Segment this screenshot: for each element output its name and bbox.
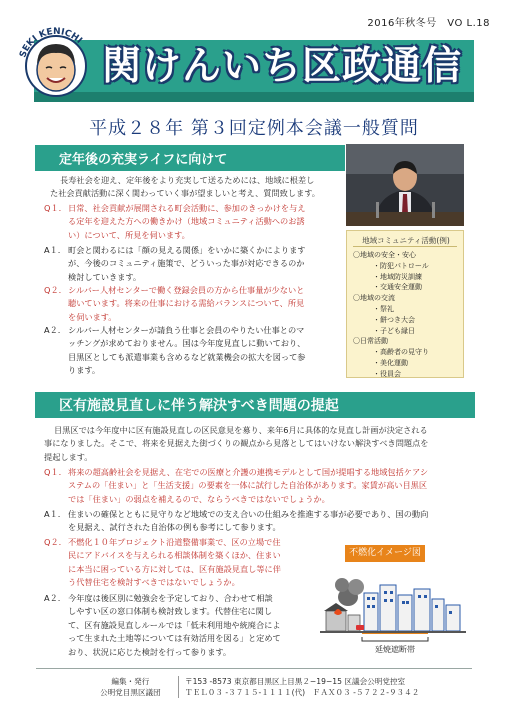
arc-text-path: SEKI KENICHI — [18, 26, 84, 60]
qa-body — [68, 508, 428, 535]
s1-a1 — [44, 244, 344, 284]
box-item: ・子ども縁日 — [373, 326, 415, 335]
qa-label: A２. — [44, 593, 61, 603]
footer-line: ＴＥＬ０３ -３７１５-１１１１(代) ＦＡＸ０３ -５７２２-９３４２ — [185, 688, 420, 697]
s1-q2 — [44, 284, 344, 324]
qa-line: では「住まい」の弱点を補えるので、ならうべきではないでしょうか。 — [68, 493, 330, 504]
masthead-title: 関けんいち区政通信 — [102, 44, 463, 89]
main-title: 平成２８年 第３回定例本会議一般質問 — [89, 118, 419, 139]
qa-line: 聴いています。将来の仕事における需給バランスについて、所見 — [68, 298, 305, 309]
box-item: ・交通安全運動 — [373, 283, 422, 292]
section1-heading-bar — [35, 145, 345, 171]
box-item: 〇地域の交流 — [353, 294, 395, 303]
box-item: ・美化運動 — [373, 358, 408, 367]
qa-label: A１. — [44, 509, 61, 519]
section1-heading: 定年後の充実ライフに向けて — [59, 152, 228, 168]
qa-line: に本当に困っている方に対しては、区有施設見直し等に伴 — [68, 563, 281, 574]
illustration-title: 不燃化イメージ図 — [345, 545, 425, 562]
qa-body — [68, 324, 305, 378]
s1-q1 — [44, 202, 344, 242]
qa-line: シルバー人材センターで働く登録会員の方から仕事量が少ないと — [68, 285, 305, 295]
qa-line: を見据え、試行された自治体の例も参考にして参ります。 — [68, 522, 281, 533]
intro-line: た社会貢献活動に深く関わっていく事が望ましいと考え、質問致します。 — [50, 188, 320, 199]
footer-line: 〒153 -8573 東京都目黒区上目黒２−19−15 区議会公明党控室 — [185, 677, 406, 686]
qa-body — [68, 536, 281, 590]
qa-line: 今年度は後区別に勉強会を予定しており、合わせて相談 — [68, 593, 273, 603]
qa-body — [68, 466, 428, 506]
qa-line: 住まいの確保とともに見守りなど地域での支え合いの仕組みを推進する事が必要であり、国の動向 — [68, 509, 429, 519]
qa-line: を伺います。 — [68, 311, 117, 322]
s2-a2 — [44, 592, 320, 660]
s2-q2 — [44, 536, 320, 590]
qa-label: Q２. — [44, 285, 62, 295]
qa-line: シルバー人材センターが請負う仕事と会員のやりたい仕事とのマ — [68, 325, 305, 335]
qa-line: い）について、所見を伺います。 — [68, 229, 190, 240]
fireproof-city-illustration — [318, 565, 468, 655]
qa-line: う代替住宅を検討すべきではないでしょうか。 — [68, 577, 240, 588]
qa-label: A２. — [44, 325, 61, 335]
qa-label: Q１. — [44, 467, 62, 477]
qa-body — [68, 592, 281, 659]
s2-a1 — [44, 508, 474, 536]
illustration-caption: 延焼遮断帯 — [375, 645, 415, 654]
svg-text:SEKI KENICHI — [18, 27, 83, 59]
box-item: 〇日常活動 — [353, 337, 388, 346]
section2-heading-bar — [35, 392, 475, 418]
intro-line: 事になりました。そこで、将来を見据えた街づくりの観点から見落としてはいけない解決すべき問題点を — [44, 438, 429, 449]
s2-q1 — [44, 466, 474, 506]
qa-line: 町会と関わるには「顔の見える関係」をいかに築くかによります — [68, 245, 306, 255]
qa-line: 日常、社会貢献が展開される町会活動に、参加のきっかけを与え — [68, 203, 306, 213]
qa-line: ります。 — [68, 365, 101, 376]
box-item: ・高齢者の見守り — [373, 348, 429, 357]
qa-line: って生まれた土地等については有効活用を図る」と定めて — [68, 633, 281, 644]
community-activity-list — [353, 250, 429, 380]
box-item: ・地域防災訓練 — [373, 272, 422, 281]
speaker-photo — [346, 144, 464, 226]
qa-line: 将来の超高齢社会を見据え、在宅での医療と介護の連携モデルとして国が提唱する地域包括ケアシ — [68, 467, 429, 477]
masthead — [18, 26, 474, 102]
qa-body — [68, 244, 305, 284]
box-item: ・防犯パトロール — [373, 261, 429, 270]
box-item: 〇地域の安全・安心 — [353, 251, 416, 259]
intro-line: 目黒区では今年度中に区有施設見直しの区民意見を募り、来年6月に具体的な見直し計画が決定される — [54, 425, 428, 435]
qa-line: おり、状況に応じた検討を行って参ります。 — [68, 646, 232, 657]
qa-label: Q２. — [44, 537, 62, 547]
section1-intro — [50, 174, 342, 201]
section2-intro — [44, 424, 472, 464]
qa-line: 民にアドバイスを与えられる相談体制を築くほか、住まい — [68, 550, 281, 561]
qa-line: ステムの「住まい」と「生活支援」の要素を一体に試行した自治体があります。家賃が高い目黒区 — [68, 480, 428, 491]
name-arc-text — [14, 22, 98, 106]
section2-heading: 区有施設見直しに伴う解決すべき問題の提起 — [59, 398, 339, 414]
qa-label: Q１. — [44, 203, 62, 213]
intro-line: 提起します。 — [44, 451, 93, 462]
qa-line: る定年を迎えた方への働きかけ（地域コミュニティ活動へのお誘 — [68, 216, 305, 227]
community-activity-box — [346, 230, 464, 378]
intro-line: 長寿社会を迎え、定年後をより充実して送るためには、地域に根差し — [60, 175, 315, 185]
qa-line: て、区有施設見直しルールでは「低未利用地や統廃合によ — [68, 619, 281, 630]
footer-divider — [36, 668, 472, 669]
footer-line: 編集・発行 — [111, 677, 150, 686]
qa-line: 不燃化１０年プロジェクト沿道整備事業で、区の立場で住 — [68, 537, 281, 547]
qa-label: A１. — [44, 245, 61, 255]
qa-body — [68, 284, 304, 324]
s1-a2 — [44, 324, 344, 378]
footer-line: 公明党目黒区議団 — [100, 688, 161, 697]
qa-line: しやすい区の窓口体制も検討致します。代替住宅に関し — [68, 606, 273, 617]
box-divider — [353, 246, 457, 247]
qa-line: 目黒区としても派遣事業も含めるなど就業機会の拡大を図って参 — [68, 351, 306, 362]
box-item: ・餅つき大会 — [373, 315, 415, 324]
community-box-title: 地域コミュニティ活動(例) — [362, 236, 450, 245]
qa-line: 検討していきます。 — [68, 271, 142, 282]
box-item: ・役員会 — [373, 369, 401, 378]
footer-contact — [178, 676, 419, 698]
qa-body — [68, 202, 305, 242]
footer-publisher — [100, 676, 161, 698]
qa-line: が、今後のコミュニティ施策で、どういった事が対応できるのか — [68, 258, 305, 269]
qa-line: ッチングが求めておりません。国は今年度見直しに動いており、 — [68, 338, 306, 349]
box-item: ・祭礼 — [373, 304, 394, 313]
issue-label: 2016年秋冬号 VO L.18 — [367, 18, 490, 29]
